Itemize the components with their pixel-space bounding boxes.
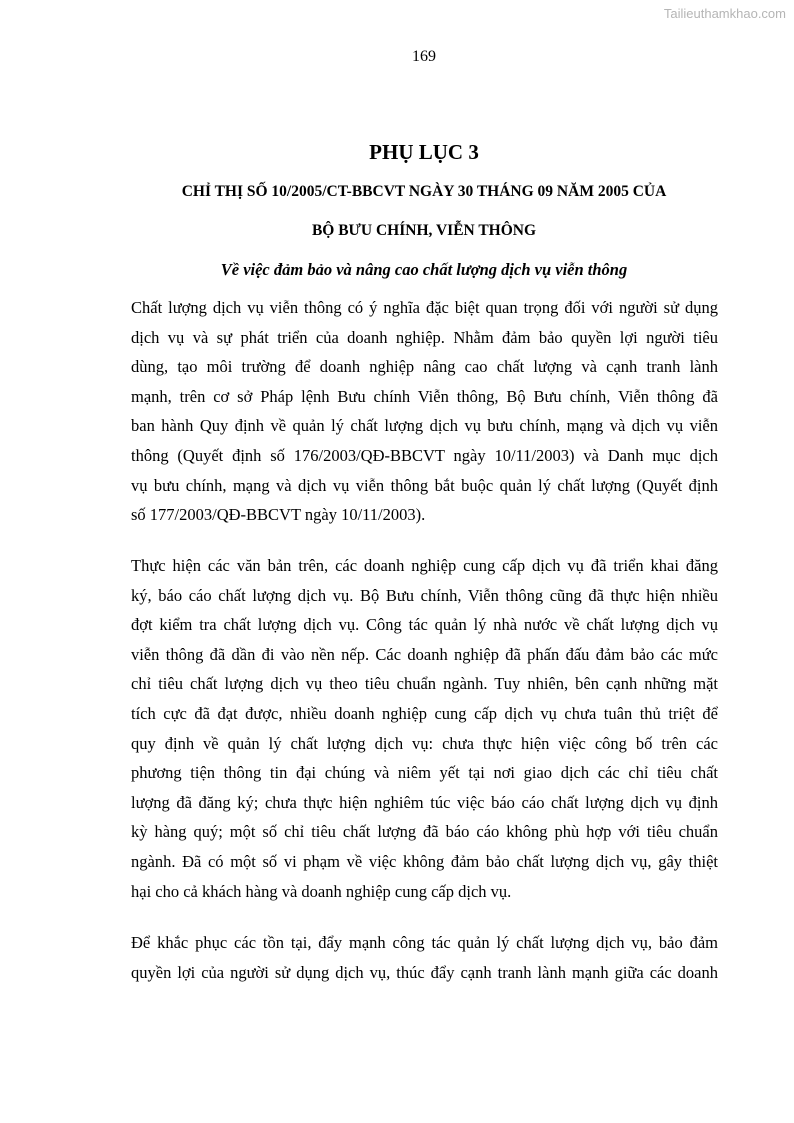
text-line: tích cực đã đạt được, nhiều doanh nghiệp cung cấp dịch vụ chưa tuân thủ triệt để bbox=[131, 703, 718, 723]
watermark: Tailieuthamkhao.com bbox=[663, 6, 786, 21]
text-line: Để khắc phục các tồn tại, đẩy mạnh công tác quản lý chất lượng dịch vụ, bảo đảm bbox=[131, 933, 718, 952]
text-line: Thực hiện các văn bản trên, các doanh nghiệp cung cấp dịch vụ đã triển khai đăng bbox=[131, 556, 718, 575]
appendix-title: PHỤ LỤC 3 bbox=[369, 140, 479, 164]
directive-subject: Về việc đảm bảo và nâng cao chất lượng dịch vụ viễn thông bbox=[220, 260, 628, 279]
text-line: dịch vụ và sự phát triển của doanh nghiệp. Nhằm đảm bảo quyền lợi người tiêu bbox=[131, 327, 718, 347]
directive-title-line2: BỘ BƯU CHÍNH, VIỄN THÔNG bbox=[311, 222, 537, 239]
text-line: viễn thông đã dần đi vào nền nếp. Các doanh nghiệp đã phấn đấu đảm bảo các mức bbox=[131, 644, 718, 664]
text-line: thông (Quyết định số 176/2003/QĐ-BBCVT ngày 10/11/2003) và Danh mục dịch bbox=[131, 445, 718, 465]
text-line: quyền lợi của người sử dụng dịch vụ, thúc đẩy cạnh tranh lành mạnh giữa các doanh bbox=[131, 962, 718, 982]
text-line: số 177/2003/QĐ-BBCVT ngày 10/11/2003). bbox=[131, 505, 426, 525]
text-line: lượng đã đăng ký; chưa thực hiện nghiêm túc việc báo cáo chất lượng dịch vụ định bbox=[131, 792, 718, 812]
text-line: hại cho cả khách hàng và doanh nghiệp cung cấp dịch vụ. bbox=[131, 881, 512, 901]
paragraph-3 bbox=[131, 928, 718, 987]
page-number: 169 bbox=[412, 48, 436, 65]
text-line: phương tiện thông tin đại chúng và niêm yết tại nơi giao dịch các chỉ tiêu chất bbox=[131, 763, 718, 783]
directive-title-line1: CHỈ THỊ SỐ 10/2005/CT-BBCVT NGÀY 30 THÁNG 09 NĂM 2005 CỦA bbox=[181, 183, 667, 200]
paragraph-1 bbox=[131, 293, 718, 530]
text-line: ban hành Quy định về quản lý chất lượng dịch vụ bưu chính, mạng và dịch vụ viễn bbox=[131, 416, 718, 436]
paragraph-2 bbox=[131, 551, 718, 906]
text-line: mạnh, trên cơ sở Pháp lệnh Bưu chính Viễn thông, Bộ Bưu chính, Viễn thông đã bbox=[131, 386, 718, 406]
text-line: đợt kiểm tra chất lượng dịch vụ. Công tác quản lý nhà nước về chất lượng dịch vụ bbox=[131, 615, 718, 635]
text-line: quy định về quản lý chất lượng dịch vụ: chưa thực hiện việc công bố trên các bbox=[131, 733, 718, 753]
text-line: dùng, tạo môi trường để doanh nghiệp nâng cao chất lượng và cạnh tranh lành bbox=[131, 357, 718, 377]
text-line: ký, báo cáo chất lượng dịch vụ. Bộ Bưu chính, Viễn thông cũng đã thực hiện nhiều bbox=[131, 585, 718, 605]
text-line: ngành. Đã có một số vi phạm về việc không đảm bảo chất lượng dịch vụ, gây thiệt bbox=[131, 851, 718, 871]
text-line: Chất lượng dịch vụ viễn thông có ý nghĩa đặc biệt quan trọng đối với người sử dụng bbox=[131, 298, 718, 317]
text-line: chỉ tiêu chất lượng dịch vụ theo tiêu chuẩn ngành. Tuy nhiên, bên cạnh những mặt bbox=[131, 674, 718, 694]
text-line: vụ bưu chính, mạng và dịch vụ viễn thông bắt buộc quản lý chất lượng (Quyết định bbox=[131, 475, 718, 495]
text-line: kỳ hàng quý; một số chỉ tiêu chất lượng đã báo cáo không phù hợp với tiêu chuẩn bbox=[131, 822, 718, 842]
